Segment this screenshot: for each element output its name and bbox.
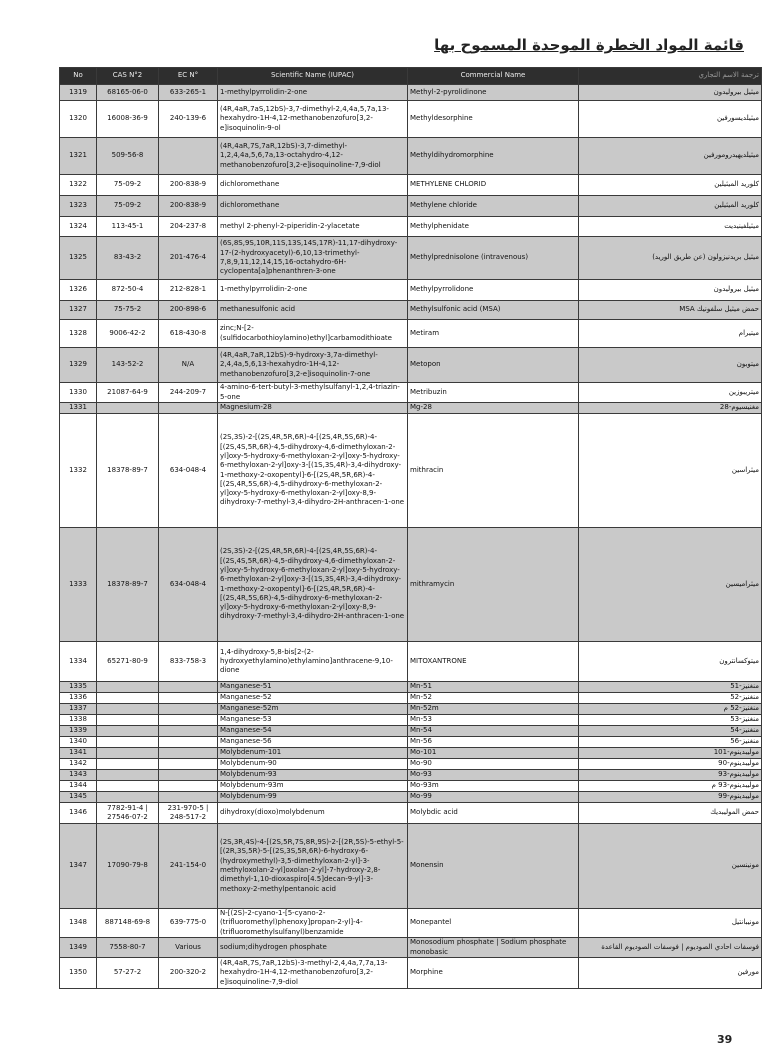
cell-scientific-name: 1-methylpyrrolidin-2-one [218,280,408,301]
cell-ec: 240-139-6 [159,101,218,138]
cell-arabic-name: حمض الموليبديك [579,803,762,824]
cell-cas [97,693,159,704]
cell-ec: N/A [159,348,218,383]
cell-ec: 244-209-7 [159,383,218,403]
table-row [60,781,762,792]
cell-arabic-name: موليبدينوم-99 [579,792,762,803]
cell-arabic-name: موليبدينوم-90 [579,759,762,770]
table-row [60,726,762,737]
table-row [60,909,762,938]
table-row [60,403,762,414]
cell-commercial-name: mithramycin [408,528,579,642]
cell-scientific-name: (6S,8S,9S,10R,11S,13S,14S,17R)-11,17-dihydroxy-17-(2-hydroxyacetyl)-6,10,13-trimethyl-7,8,9,11,12,14,15,16-octahydro-6H-cyclopenta[a]phenanthren-3-one [218,237,408,280]
cell-ec: 618-430-8 [159,320,218,348]
cell-ec: 634-048-4 [159,528,218,642]
cell-cas: 57-27-2 [97,958,159,989]
cell-no: 1337 [60,704,97,715]
cell-scientific-name: sodium;dihydrogen phosphate [218,938,408,958]
cell-no: 1327 [60,301,97,320]
page-title-text: قائمة المواد الخطرة الموحدة المسموح بها [434,36,744,54]
cell-ec: 634-048-4 [159,414,218,528]
cell-commercial-name: Metribuzin [408,383,579,403]
cell-cas [97,748,159,759]
cell-no: 1333 [60,528,97,642]
table-row [60,958,762,989]
cell-scientific-name: (4R,4aR,7S,7aR,12bS)-3,7-dimethyl-1,2,4,4a,5,6,7a,13-octahydro-4,12-methanobenzofuro[3,2-e]isoquinoline-7,9-diol [218,138,408,175]
cell-cas: 75-09-2 [97,196,159,217]
table-row [60,138,762,175]
cell-arabic-name: ميثراسين [579,414,762,528]
cell-commercial-name: METHYLENE CHLORID [408,175,579,196]
cell-cas: 65271-80-9 [97,642,159,682]
cell-cas [97,792,159,803]
cell-commercial-name: Methylphenidate [408,217,579,237]
table-row [60,938,762,958]
cell-arabic-name: ميتوبون [579,348,762,383]
cell-arabic-name: منغنيز-54 [579,726,762,737]
cell-arabic-name: كلوريد الميثيلين [579,196,762,217]
cell-commercial-name: Mo-90 [408,759,579,770]
cell-scientific-name: dihydroxy(dioxo)molybdenum [218,803,408,824]
cell-commercial-name: Methylene chloride [408,196,579,217]
cell-no: 1326 [60,280,97,301]
cell-scientific-name: (2S,3S)-2-[(2S,4R,5R,6R)-4-[(2S,4R,5S,6R)-4-[(2S,4S,5R,6R)-4,5-dihydroxy-4,6-dimethyloxan-2-yl]oxy-5-hydroxy-6-methyloxan-2-yl]oxy-5-hydroxy-6-methyloxan-2-yl]oxy-3-[(1S,3S,4R)-3,4-dihydroxy-1-methoxy-2-oxopentyl]-6-[(2S,4R,5R,6R)-4-[(2S,4R,5S,6R)-4,5-dihydroxy-6-methyloxan-2-yl]oxy-5-hydroxy-6-methyloxan-2-yl]oxy-8,9-dihydroxy-7-methyl-3,4-dihydro-2H-anthracen-1-one [218,528,408,642]
cell-cas [97,726,159,737]
table-row [60,414,762,528]
table-row [60,280,762,301]
cell-commercial-name: Mn-52m [408,704,579,715]
cell-ec [159,682,218,693]
cell-commercial-name: Methyldihydromorphine [408,138,579,175]
table-row [60,528,762,642]
cell-no: 1324 [60,217,97,237]
table-row [60,682,762,693]
cell-ec: 200-898-6 [159,301,218,320]
cell-commercial-name: mithracin [408,414,579,528]
cell-scientific-name: (2S,3R,4S)-4-[(2S,5R,7S,8R,9S)-2-[(2R,5S)-5-ethyl-5-[(2R,3S,5R)-5-[(2S,3S,5R,6R)-6-hydroxy-6-(hydroxymethyl)-3,5-dimethyloxan-2-yl]-3-methyloxolan-2-yl]oxolan-2-yl]-7-hydroxy-2,8-dimethyl-1,10-dioxaspiro[4.5]decan-9-yl]-3-methoxy-2-methylpentanoic acid [218,824,408,909]
cell-scientific-name: (4R,4aR,7aR,12bS)-9-hydroxy-3,7a-dimethyl-2,4,4a,5,6,13-hexahydro-1H-4,12-methanobenzofuro[3,2-e]isoquinolin-7-one [218,348,408,383]
cell-cas: 113-45-1 [97,217,159,237]
cell-commercial-name: Mn-51 [408,682,579,693]
cell-arabic-name: مونينسين [579,824,762,909]
cell-arabic-name: ميتوكسانترون [579,642,762,682]
cell-no: 1340 [60,737,97,748]
cell-commercial-name: Monepantel [408,909,579,938]
cell-no: 1332 [60,414,97,528]
cell-ec: 201-476-4 [159,237,218,280]
cell-ec: Various [159,938,218,958]
cell-scientific-name: Manganese-51 [218,682,408,693]
cell-ec [159,781,218,792]
table-row [60,217,762,237]
col-header-ec: EC N° [159,68,218,85]
cell-commercial-name: MITOXANTRONE [408,642,579,682]
table-row [60,383,762,403]
cell-cas: 7782-91-4 | 27546-07-2 [97,803,159,824]
cell-cas: 7558-80-7 [97,938,159,958]
cell-no: 1348 [60,909,97,938]
cell-scientific-name: methyl 2-phenyl-2-piperidin-2-ylacetate [218,217,408,237]
cell-no: 1322 [60,175,97,196]
cell-scientific-name: Magnesium-28 [218,403,408,414]
table-row [60,301,762,320]
cell-ec [159,748,218,759]
cell-scientific-name: Manganese-54 [218,726,408,737]
cell-cas: 18378-89-7 [97,528,159,642]
cell-no: 1350 [60,958,97,989]
cell-scientific-name: (4R,4aR,7aS,12bS)-3,7-dimethyl-2,4,4a,5,7a,13-hexahydro-1H-4,12-methanobenzofuro[3,2-e]isoquinolin-9-ol [218,101,408,138]
cell-scientific-name: Molybdenum-99 [218,792,408,803]
cell-no: 1343 [60,770,97,781]
table-row [60,759,762,770]
table-row [60,792,762,803]
cell-cas [97,403,159,414]
cell-no: 1325 [60,237,97,280]
cell-commercial-name: Mn-54 [408,726,579,737]
table-row [60,348,762,383]
cell-cas: 887148-69-8 [97,909,159,938]
col-header-commercial-name: Commercial Name [408,68,579,85]
table-row [60,770,762,781]
cell-no: 1329 [60,348,97,383]
cell-no: 1335 [60,682,97,693]
cell-commercial-name: Metopon [408,348,579,383]
table-row [60,748,762,759]
cell-commercial-name: Metiram [408,320,579,348]
cell-no: 1330 [60,383,97,403]
cell-cas: 75-75-2 [97,301,159,320]
cell-scientific-name: 1-methylpyrrolidin-2-one [218,85,408,101]
cell-no: 1339 [60,726,97,737]
cell-ec: 639-775-0 [159,909,218,938]
cell-no: 1328 [60,320,97,348]
cell-arabic-name: موليبدينوم-93 [579,770,762,781]
table-header-row [60,68,762,85]
col-header-arabic-name: ترجمة الاسم التجاري [579,68,762,85]
cell-cas: 872-50-4 [97,280,159,301]
page-number: 39 [717,1033,733,1046]
cell-no: 1336 [60,693,97,704]
table-row [60,85,762,101]
cell-ec [159,792,218,803]
cell-arabic-name: حمض ميثيل سلفونيك MSA [579,301,762,320]
cell-commercial-name: Monensin [408,824,579,909]
cell-cas: 16008-36-9 [97,101,159,138]
cell-commercial-name: Mn-56 [408,737,579,748]
cell-ec [159,715,218,726]
cell-ec [159,704,218,715]
col-header-no: No [60,68,97,85]
cell-no: 1319 [60,85,97,101]
cell-arabic-name: ميثراميسين [579,528,762,642]
cell-ec: 200-838-9 [159,175,218,196]
cell-commercial-name: Mg-28 [408,403,579,414]
table-row [60,237,762,280]
cell-arabic-name: ميثيل بيروليدون [579,85,762,101]
cell-commercial-name: Mn-52 [408,693,579,704]
cell-no: 1338 [60,715,97,726]
cell-commercial-name: Mo-99 [408,792,579,803]
cell-no: 1320 [60,101,97,138]
cell-ec: 204-237-8 [159,217,218,237]
table-row [60,175,762,196]
cell-no: 1341 [60,748,97,759]
cell-commercial-name: Mn-53 [408,715,579,726]
col-header-cas: CAS N°2 [97,68,159,85]
cell-scientific-name: (4R,4aR,7S,7aR,12bS)-3-methyl-2,4,4a,7,7a,13-hexahydro-1H-4,12-methanobenzofuro[3,2-e]isoquinoline-7,9-diol [218,958,408,989]
cell-commercial-name: Monosodium phosphate | Sodium phosphate monobasic [408,938,579,958]
table-row [60,101,762,138]
cell-no: 1323 [60,196,97,217]
cell-scientific-name: Manganese-53 [218,715,408,726]
cell-ec: 833-758-3 [159,642,218,682]
cell-cas [97,715,159,726]
cell-arabic-name: منغنيز-52 [579,693,762,704]
table-row [60,824,762,909]
cell-ec [159,726,218,737]
cell-arabic-name: ميتريبوزين [579,383,762,403]
page-title [434,36,744,60]
cell-ec [159,737,218,748]
cell-scientific-name: Manganese-52m [218,704,408,715]
cell-arabic-name: مورفين [579,958,762,989]
cell-commercial-name: Mo-93 [408,770,579,781]
cell-scientific-name: Molybdenum-93m [218,781,408,792]
cell-cas [97,704,159,715]
cell-arabic-name: ميثيلفينيديت [579,217,762,237]
table-row [60,704,762,715]
cell-no: 1345 [60,792,97,803]
cell-scientific-name: 4-amino-6-tert-butyl-3-methylsulfanyl-1,2,4-triazin-5-one [218,383,408,403]
table-row [60,320,762,348]
cell-arabic-name: ميثيل بريدنيزولون (عن طريق الوريد) [579,237,762,280]
cell-arabic-name: كلوريد الميثيلين [579,175,762,196]
cell-cas [97,770,159,781]
cell-arabic-name: مغنيسيوم-28 [579,403,762,414]
cell-ec [159,770,218,781]
cell-arabic-name: منغنيز-53 [579,715,762,726]
cell-commercial-name: Methylprednisolone (intravenous) [408,237,579,280]
cell-commercial-name: Mo-93m [408,781,579,792]
cell-ec [159,693,218,704]
cell-commercial-name: Molybdic acid [408,803,579,824]
cell-scientific-name: Molybdenum-93 [218,770,408,781]
cell-scientific-name: dichloromethane [218,196,408,217]
cell-arabic-name: مونيبانتيل [579,909,762,938]
cell-ec [159,759,218,770]
table-row [60,715,762,726]
cell-cas: 509-56-8 [97,138,159,175]
cell-no: 1349 [60,938,97,958]
cell-ec: 231-970-5 | 248-517-2 [159,803,218,824]
cell-no: 1344 [60,781,97,792]
table-row [60,803,762,824]
cell-commercial-name: Methylsulfonic acid (MSA) [408,301,579,320]
cell-arabic-name: موليبدينوم-93 م [579,781,762,792]
cell-scientific-name: (2S,3S)-2-[(2S,4R,5R,6R)-4-[(2S,4R,5S,6R)-4-[(2S,4S,5R,6R)-4,5-dihydroxy-4,6-dimethyloxan-2-yl]oxy-5-hydroxy-6-methyloxan-2-yl]oxy-5-hydroxy-6-methyloxan-2-yl]oxy-3-[(1S,3S,4R)-3,4-dihydroxy-1-methoxy-2-oxopentyl]-6-[(2S,4R,5R,6R)-4-[(2S,4R,5S,6R)-4,5-dihydroxy-6-methyloxan-2-yl]oxy-5-hydroxy-6-methyloxan-2-yl]oxy-8,9-dihydroxy-7-methyl-3,4-dihydro-2H-anthracen-1-one [218,414,408,528]
cell-cas: 75-09-2 [97,175,159,196]
cell-commercial-name: Methyl-2-pyrolidinone [408,85,579,101]
table-row [60,642,762,682]
cell-commercial-name: Morphine [408,958,579,989]
cell-ec: 200-320-2 [159,958,218,989]
cell-scientific-name: Molybdenum-101 [218,748,408,759]
cell-cas: 68165-06-0 [97,85,159,101]
cell-no: 1346 [60,803,97,824]
cell-commercial-name: Methyldesorphine [408,101,579,138]
cell-arabic-name: موليبدينوم-101 [579,748,762,759]
cell-cas: 21087-64-9 [97,383,159,403]
cell-scientific-name: zinc;N-[2-(sulfidocarbothioylamino)ethyl]carbamodithioate [218,320,408,348]
cell-arabic-name: منغنيز-51 [579,682,762,693]
cell-scientific-name: dichloromethane [218,175,408,196]
cell-ec: 633-265-1 [159,85,218,101]
cell-ec [159,403,218,414]
cell-scientific-name: Manganese-56 [218,737,408,748]
cell-scientific-name: Manganese-52 [218,693,408,704]
cell-cas [97,759,159,770]
cell-no: 1342 [60,759,97,770]
col-header-scientific-name: Scientific Name (IUPAC) [218,68,408,85]
cell-arabic-name: ميثيل بيروليدون [579,280,762,301]
table-row [60,196,762,217]
cell-cas: 143-52-2 [97,348,159,383]
cell-arabic-name: منغنيز-56 [579,737,762,748]
cell-no: 1334 [60,642,97,682]
cell-cas: 17090-79-8 [97,824,159,909]
cell-ec: 200-838-9 [159,196,218,217]
cell-ec: 212-828-1 [159,280,218,301]
cell-scientific-name: methanesulfonic acid [218,301,408,320]
cell-no: 1331 [60,403,97,414]
substances-table [59,67,762,989]
cell-arabic-name: فوسفات احادي الصوديوم | فوسفات الصوديوم القاعدة [579,938,762,958]
cell-scientific-name: N-[(2S)-2-cyano-1-[5-cyano-2-(trifluoromethyl)phenoxy]propan-2-yl]-4-(trifluoromethylsulfanyl)benzamide [218,909,408,938]
cell-commercial-name: Methylpyrrolidone [408,280,579,301]
cell-ec [159,138,218,175]
cell-cas [97,682,159,693]
cell-no: 1321 [60,138,97,175]
cell-cas [97,781,159,792]
table-row [60,737,762,748]
cell-scientific-name: 1,4-dihydroxy-5,8-bis[2-(2-hydroxyethylamino)ethylamino]anthracene-9,10-dione [218,642,408,682]
cell-cas: 18378-89-7 [97,414,159,528]
cell-arabic-name: منغنيز-52 م [579,704,762,715]
cell-scientific-name: Molybdenum-90 [218,759,408,770]
table-row [60,693,762,704]
cell-commercial-name: Mo-101 [408,748,579,759]
cell-no: 1347 [60,824,97,909]
cell-arabic-name: ميثيلديسورفين [579,101,762,138]
cell-cas [97,737,159,748]
cell-arabic-name: ميثيلديهيدرومورفين [579,138,762,175]
cell-cas: 9006-42-2 [97,320,159,348]
cell-arabic-name: ميتيرام [579,320,762,348]
cell-ec: 241-154-0 [159,824,218,909]
cell-cas: 83-43-2 [97,237,159,280]
